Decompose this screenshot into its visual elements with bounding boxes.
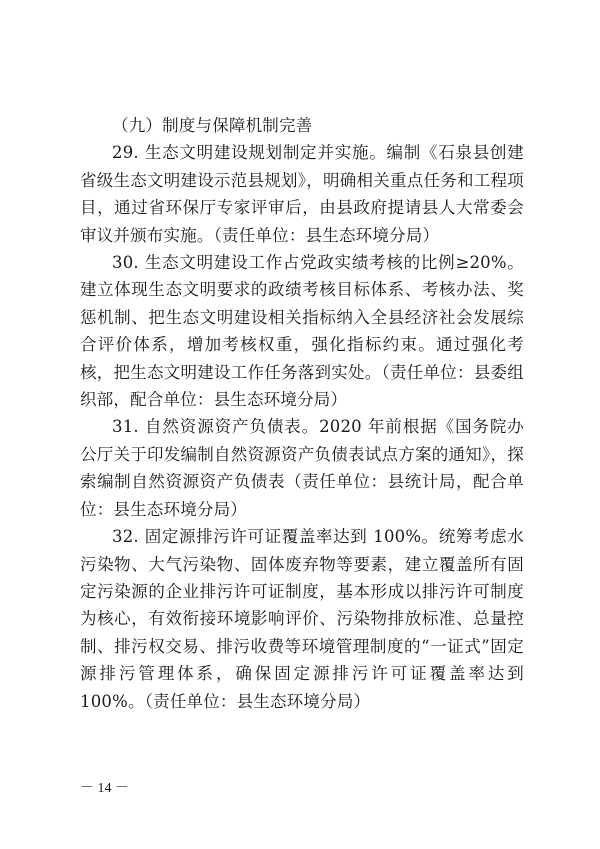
paragraph-29: 29. 生态文明建设规划制定并实施。编制《石泉县创建省级生态文明建设示范县规划》，明确相关重点任务和工程项目，通过省环保厅专家评审后，由县政府提请县人大常委会审议并颁布实施。（责任单位：县生态环境分局） xyxy=(80,143,524,245)
page-number: － 14 － xyxy=(80,781,129,796)
paragraph-31: 31. 自然资源资产负债表。2020 年前根据《国务院办公厅关于印发编制自然资源资产负债表试点方案的通知》，探索编制自然资源资产负债表（责任单位：县统计局，配合单位：县生态环境分局） xyxy=(80,417,524,519)
section-heading: （九）制度与保障机制完善 xyxy=(112,116,313,135)
paragraph-30: 30. 生态文明建设工作占党政实绩考核的比例≥20%。建立体现生态文明要求的政绩考核目标体系、考核办法、奖惩机制、把生态文明建设相关指标纳入全县经济社会发展综合评价体系，增加考核权重，强化指标约束。通过强化考核，把生态文明建设工作任务落到实处。（责任单位：县委组织部，配合单位：县生态环境分局） xyxy=(80,253,524,410)
paragraph-32: 32. 固定源排污许可证覆盖率达到 100%。统筹考虑水污染物、大气污染物、固体废弃物等要素，建立覆盖所有固定污染源的企业排污许可证制度，基本形成以排污许可制度为核心，有效衔接环境影响评价、污染物排放标准、总量控制、排污权交易、排污收费等环境管理制度的“一证式”固定源排污管理体系，确保固定源排污许可证覆盖率达到100%。（责任单位：县生态环境分局） xyxy=(80,527,524,711)
document-body xyxy=(80,112,524,715)
